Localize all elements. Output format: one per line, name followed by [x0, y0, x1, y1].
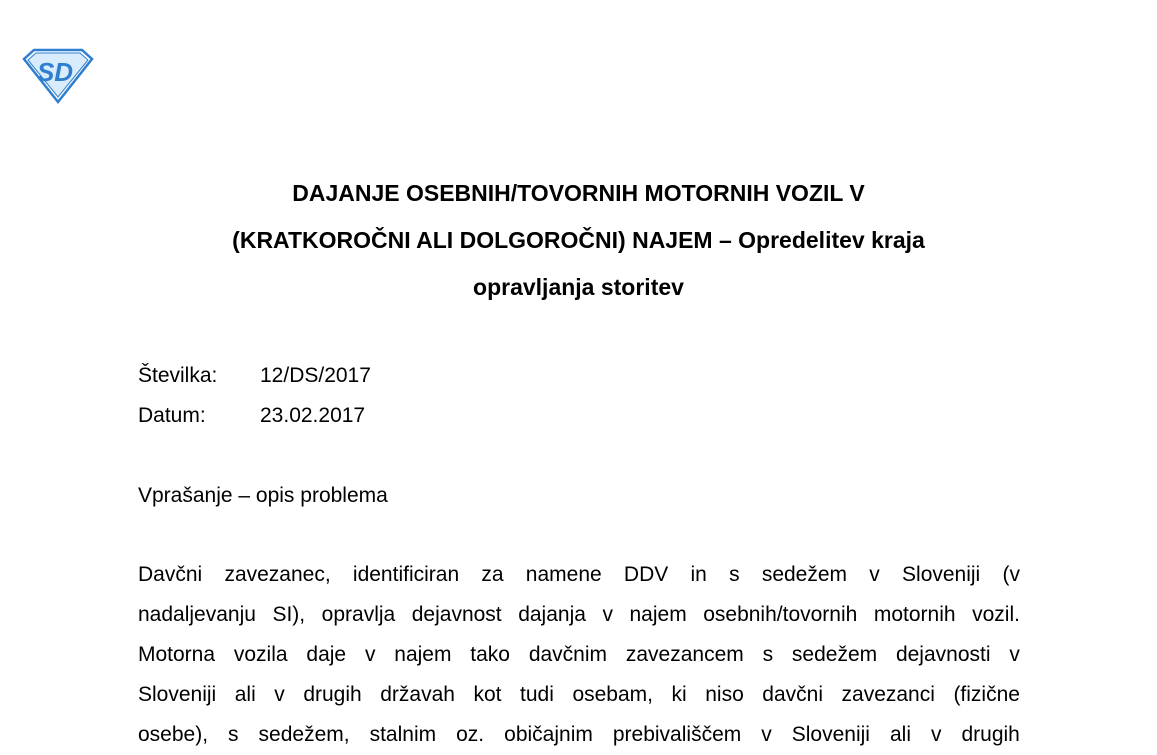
body-word: (v: [1002, 563, 1020, 586]
body-word: vozil.: [972, 603, 1020, 626]
body-word: najem: [394, 643, 452, 666]
body-word: v: [274, 683, 285, 706]
body-word: opravlja: [321, 603, 396, 626]
body-line: [138, 675, 1020, 715]
body-word: zavezanci: [841, 683, 935, 706]
body-word: davčni: [762, 683, 823, 706]
body-word: sedežem,: [258, 723, 350, 746]
body-word: ali: [234, 683, 256, 706]
body-word: daje: [306, 643, 347, 666]
question-heading: Vprašanje – opis problema: [138, 484, 388, 507]
body-line: [138, 635, 1020, 675]
body-word: tudi: [520, 683, 554, 706]
number-row: [138, 356, 371, 396]
body-word: drugih: [303, 683, 362, 706]
body-word: SI),: [272, 603, 306, 626]
body-paragraph: [138, 555, 1020, 755]
body-word: tako: [470, 643, 510, 666]
body-word: s: [762, 643, 774, 666]
body-word: stalnim: [369, 723, 437, 746]
body-word: v: [364, 643, 376, 666]
body-word: nadaljevanju: [138, 603, 256, 626]
body-word: zavezancem: [625, 643, 744, 666]
body-word: namene: [525, 563, 602, 586]
body-word: dejavnost: [411, 603, 502, 626]
body-word: v: [930, 723, 942, 746]
sd-diamond-logo: [20, 47, 96, 105]
body-word: kot: [473, 683, 502, 706]
title-line-2: (KRATKOROČNI ALI DOLGOROČNI) NAJEM – Opredelitev kraja: [232, 227, 925, 253]
body-line: [138, 555, 1020, 595]
date-label: Datum:: [138, 404, 206, 427]
body-word: (fizične: [953, 683, 1020, 706]
body-line: [138, 595, 1020, 635]
body-word: vozila: [233, 643, 288, 666]
body-word: najem: [629, 603, 687, 626]
body-word: Sloveniji: [791, 723, 870, 746]
body-word: dejavnosti: [895, 643, 991, 666]
body-word: s: [729, 563, 740, 586]
body-word: ki: [671, 683, 687, 706]
body-word: v: [761, 723, 772, 746]
date-row: [138, 396, 371, 436]
body-word: državah: [380, 683, 455, 706]
body-word: sedežem: [791, 643, 878, 666]
body-word: prebivališčem: [612, 723, 742, 746]
number-value: 12/DS/2017: [260, 364, 371, 387]
body-word: oz.: [456, 723, 485, 746]
body-word: Motorna: [138, 643, 216, 666]
body-word: davčnim: [528, 643, 608, 666]
svg-text:SD: SD: [36, 57, 74, 87]
title-line-3: opravljanja storitev: [473, 274, 684, 300]
body-word: Sloveniji: [138, 683, 217, 706]
body-word: dajanja: [518, 603, 586, 626]
date-value: 23.02.2017: [260, 404, 366, 427]
body-word: DDV: [623, 563, 669, 586]
body-word: drugih: [961, 723, 1020, 746]
title-line-1: DAJANJE OSEBNIH/TOVORNIH MOTORNIH VOZIL V: [292, 180, 865, 206]
body-word: v: [602, 603, 613, 626]
body-word: sedežem: [761, 563, 848, 586]
body-word: v: [1009, 643, 1020, 666]
body-word: s: [228, 723, 239, 746]
body-word: običajnim: [504, 723, 593, 746]
body-word: osebe),: [138, 723, 209, 746]
body-word: motornih: [873, 603, 956, 626]
body-word: v: [869, 563, 880, 586]
body-word: niso: [705, 683, 744, 706]
body-word: identificiran: [352, 563, 460, 586]
body-word: Sloveniji: [902, 563, 981, 586]
body-word: in: [690, 563, 707, 586]
body-word: Davčni: [138, 563, 203, 586]
body-word: zavezanec,: [224, 563, 331, 586]
document-meta: [138, 356, 371, 436]
number-label: Številka:: [138, 364, 218, 387]
document-title: [120, 170, 1037, 311]
body-line: [138, 715, 1020, 755]
body-word: osebnih/tovornih: [703, 603, 858, 626]
body-word: ali: [889, 723, 911, 746]
body-word: osebam,: [572, 683, 653, 706]
body-word: za: [481, 563, 504, 586]
